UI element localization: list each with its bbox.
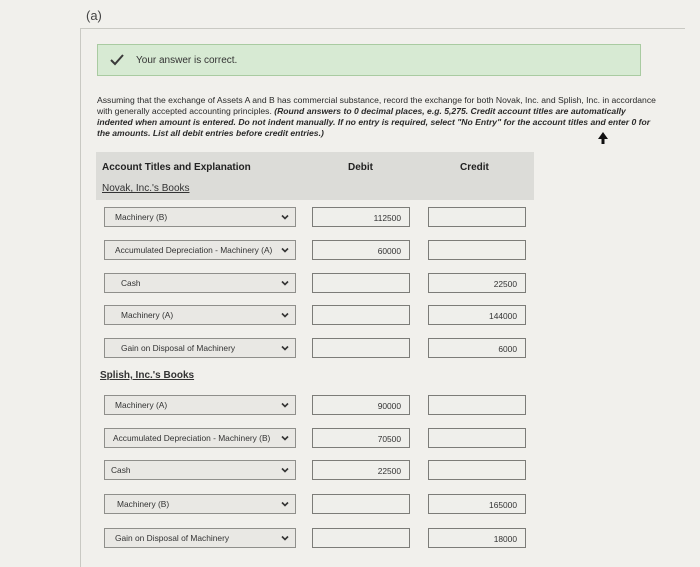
account-select[interactable] bbox=[104, 273, 296, 293]
mouse-cursor-icon bbox=[598, 132, 608, 144]
novak-books-heading: Novak, Inc.'s Books bbox=[102, 183, 190, 194]
debit-input[interactable] bbox=[312, 528, 410, 548]
account-select[interactable] bbox=[104, 494, 296, 514]
column-credit: Credit bbox=[460, 162, 489, 173]
debit-input[interactable] bbox=[312, 305, 410, 325]
account-select[interactable] bbox=[104, 207, 296, 227]
instructions-emphasis: (Round answers to 0 decimal places, e.g. 5,275. Credit account titles are automatically indented when amount is entered. Do not indent manually. If no entry is required, select "No Entry" for the account titles and enter 0 for the amounts. List all debit entries before credit entries.) bbox=[97, 106, 651, 138]
account-select-value: Machinery (B) bbox=[115, 212, 168, 222]
journal-row bbox=[0, 428, 700, 450]
debit-input[interactable] bbox=[312, 338, 410, 358]
credit-input[interactable]: 165000 bbox=[428, 494, 526, 514]
account-select-value: Gain on Disposal of Machinery bbox=[121, 343, 236, 353]
account-select[interactable] bbox=[104, 305, 296, 325]
account-select[interactable] bbox=[104, 428, 296, 448]
check-icon bbox=[110, 54, 132, 66]
part-label: (a) bbox=[86, 8, 102, 23]
debit-input[interactable] bbox=[312, 273, 410, 293]
column-debit: Debit bbox=[348, 162, 373, 173]
account-select-value: Machinery (A) bbox=[121, 310, 174, 320]
banner-text: Your answer is correct. bbox=[136, 54, 238, 66]
credit-input[interactable] bbox=[428, 395, 526, 415]
debit-input[interactable]: 70500 bbox=[312, 428, 410, 448]
credit-input[interactable] bbox=[428, 207, 526, 227]
account-select-value: Accumulated Depreciation - Machinery (A) bbox=[115, 245, 273, 255]
column-account-titles: Account Titles and Explanation bbox=[102, 162, 251, 173]
credit-input[interactable]: 6000 bbox=[428, 338, 526, 358]
account-select-value: Machinery (B) bbox=[117, 499, 170, 509]
chevron-down-icon bbox=[280, 533, 290, 543]
credit-input[interactable]: 18000 bbox=[428, 528, 526, 548]
journal-row bbox=[0, 395, 700, 417]
journal-row bbox=[0, 338, 700, 360]
debit-input[interactable]: 60000 bbox=[312, 240, 410, 260]
chevron-down-icon bbox=[280, 433, 290, 443]
chevron-down-icon bbox=[280, 245, 290, 255]
correct-answer-banner bbox=[97, 44, 641, 76]
debit-input[interactable] bbox=[312, 494, 410, 514]
chevron-down-icon bbox=[280, 343, 290, 353]
journal-row bbox=[0, 240, 700, 262]
journal-row bbox=[0, 273, 700, 295]
account-select-value: Gain on Disposal of Machinery bbox=[115, 533, 230, 543]
instructions bbox=[97, 95, 657, 139]
account-select-value: Machinery (A) bbox=[115, 400, 168, 410]
chevron-down-icon bbox=[280, 499, 290, 509]
credit-input[interactable]: 144000 bbox=[428, 305, 526, 325]
account-select-value: Cash bbox=[121, 278, 141, 288]
account-select[interactable] bbox=[104, 460, 296, 480]
journal-row bbox=[0, 305, 700, 327]
chevron-down-icon bbox=[280, 212, 290, 222]
credit-input[interactable] bbox=[428, 460, 526, 480]
chevron-down-icon bbox=[280, 310, 290, 320]
journal-row bbox=[0, 207, 700, 229]
debit-input[interactable]: 90000 bbox=[312, 395, 410, 415]
chevron-down-icon bbox=[280, 465, 290, 475]
journal-row bbox=[0, 528, 700, 550]
splish-books-heading: Splish, Inc.'s Books bbox=[100, 370, 195, 381]
chevron-down-icon bbox=[280, 278, 290, 288]
credit-input[interactable]: 22500 bbox=[428, 273, 526, 293]
journal-row bbox=[0, 494, 700, 516]
chevron-down-icon bbox=[280, 400, 290, 410]
account-select[interactable] bbox=[104, 240, 296, 260]
debit-input[interactable]: 112500 bbox=[312, 207, 410, 227]
journal-row bbox=[0, 460, 700, 482]
account-select[interactable] bbox=[104, 528, 296, 548]
account-select[interactable] bbox=[104, 338, 296, 358]
account-select-value: Cash bbox=[111, 465, 131, 475]
account-select[interactable] bbox=[104, 395, 296, 415]
account-select-value: Accumulated Depreciation - Machinery (B) bbox=[113, 433, 271, 443]
debit-input[interactable]: 22500 bbox=[312, 460, 410, 480]
instructions-text: Assuming that the exchange of Assets A and B has commercial substance, record the exchange for both Novak, Inc. and Splish, Inc. in accordance with generally accepted accounting principles. bbox=[97, 95, 656, 116]
credit-input[interactable] bbox=[428, 240, 526, 260]
credit-input[interactable] bbox=[428, 428, 526, 448]
